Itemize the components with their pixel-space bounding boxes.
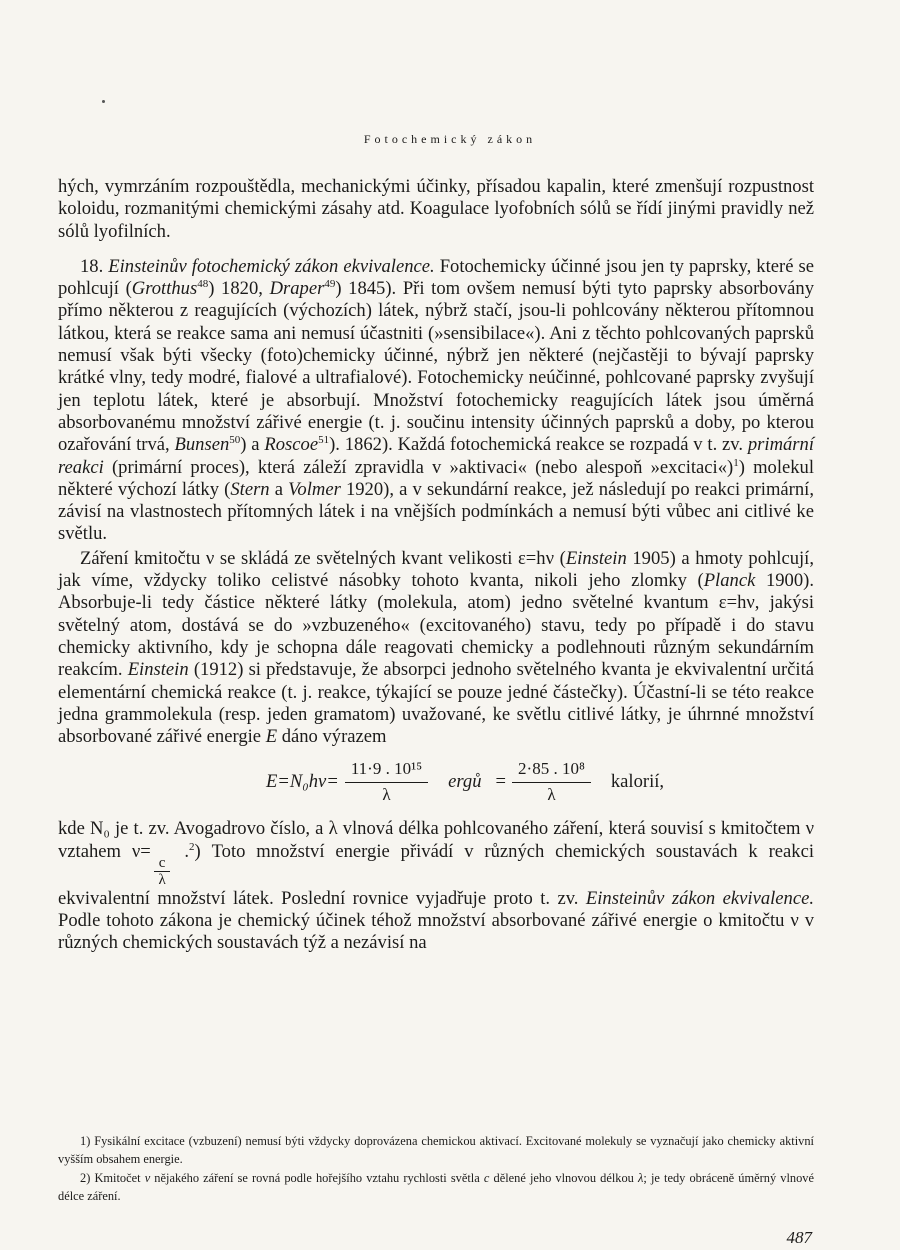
footnote-text: ; je tedy obráceně úměrný vlnové délce záření.	[58, 1171, 814, 1203]
citation-stern: Stern	[230, 478, 270, 500]
text-run: 1905) a hmoty pohlcují, jak víme, vždycky toliko celistvé násobky tohoto kvanta, nikoli jeho zlomky (	[58, 547, 814, 592]
text-run: 1920), a v sekundární reakce, jež následují po reakci primární, závisí na vlastnostech přítomných látek i na vnějších podmínkách a nemusí býti vůbec ani citlivé ke světlu.	[58, 478, 814, 545]
page-number: 487	[786, 1228, 812, 1247]
page-body	[58, 176, 814, 955]
citation-roscoe: Roscoe	[264, 434, 319, 456]
citation-planck: Planck	[703, 570, 756, 592]
footnote-1	[58, 1132, 814, 1168]
text-run: kde N₀ je t. zv. Avogadrovo číslo, a λ vlnová délka pohlcovaného záření, která souvisí s kmitočtem ν vztahem ν=	[58, 818, 814, 862]
footnote-mark: 2	[189, 840, 195, 853]
text-run: ) 1820,	[208, 278, 270, 300]
text-run: (1912) si představuje, že absorpci jednoho světelného kvanta je ekvivalentní určitá elementární chemická reakce (t. j. reakce, týkající se pouze jedné částečky). Účastní-li se této reakce jedna grammolekula (resp. jeden gramatom) uvažované, ke světlu citlivé látky, je úhrnné množství absorbované zářivé energie	[58, 659, 814, 748]
fraction-numerator: c	[154, 855, 171, 872]
section-title: Einsteinův fotochemický zákon ekvivalence.	[108, 255, 435, 277]
fraction-calories	[512, 758, 591, 807]
law-name: Einsteinův zákon ekvivalence.	[585, 887, 814, 909]
section-number: 18.	[80, 255, 104, 277]
citation-einstein-1912: Einstein	[127, 659, 189, 681]
fraction-ergs	[345, 758, 428, 807]
citation-grotthus: Grotthus	[131, 278, 198, 300]
fraction-numerator: 11·9 . 10¹⁵	[345, 758, 428, 783]
term-primary-reaction: primární reakci	[58, 434, 814, 478]
text-run: Podle tohoto zákona je chemický účinek téhož množství absorbované zářivé energie o kmitočtu ν v různých chemických soustavách týž a nezávisí na	[58, 910, 814, 954]
text-run: Fotochemicky účinné jsou jen ty paprsky, které se pohlcují (	[58, 255, 814, 300]
reference-mark: 51	[318, 434, 330, 447]
text-run: ) 1845). Při tom ovšem nemusí býti tyto paprsky absorbovány přímo některou z reagujících (výchozích) látek, nýbrž stačí, jsou-li pohlcovány některou přítomnou látkou, která se reakce sama ani nemusí účastniti (»sensibilace«). Ani z těchto pohlcovaných paprsků nemusí však býti všecky (foto)chemicky účinné, nýbrž jen některé (nejčastěji to bývají paprsky krátké vlny, tedy modré, fialové a ultrafialové). Fotochemicky neúčinné, pohlcované paprsky zvyšují jen teplotu látek, které je absorbují. Množství fotochemicky reagujících látek jsou úměrná absorbovanému množství zářivé energie (t. j. součinu intensity účinných paprsků a doby, po kterou ozařování trvá,	[58, 278, 815, 456]
reference-mark: 49	[324, 278, 336, 291]
footnote-label: 2)	[80, 1171, 91, 1185]
text-run: .	[173, 840, 189, 862]
fraction-denominator: λ	[547, 785, 556, 805]
citation-einstein: Einstein	[565, 547, 627, 569]
unit-calories: kalorií,	[610, 771, 665, 793]
text-run: ). 1862). Každá fotochemická reakce se rozpadá v t. zv.	[329, 434, 748, 456]
paragraph-after-formula	[58, 818, 814, 954]
reference-mark: 50	[229, 434, 241, 447]
footnote-text: Kmitočet	[90, 1171, 145, 1185]
text-run: dáno výrazem	[277, 726, 387, 748]
fraction-denominator: λ	[158, 871, 166, 888]
text-run: ) a	[240, 434, 265, 456]
symbol-lambda: λ	[638, 1171, 644, 1185]
footnote-2	[58, 1169, 814, 1205]
footnote-text: Fysikální excitace (vzbuzení) nemusí býti vždycky doprovázena chemickou aktivací. Excitované molekuly se vyznačují jako chemicky aktivní vyšším obsahem energie.	[58, 1134, 814, 1166]
footnote-label: 1)	[80, 1134, 91, 1148]
reference-mark: 48	[197, 278, 209, 291]
running-head: Fotochemický zákon	[363, 132, 537, 146]
symbol-c: c	[483, 1171, 490, 1185]
footnote-text: nějakého záření se rovná podle hořejšího vztahu rychlosti světla	[150, 1171, 484, 1185]
equals-sign: =	[495, 771, 507, 793]
paragraph-intro: hých, vymrzáním rozpouštědla, mechanickými účinky, přísadou kapalin, které zmenšují rozpustnost koloidu, rozmanitými chemickými zásahy atd. Koagulace lyofobních sólů se řídí jinými pravidly než sólů lyofilních.	[58, 176, 814, 242]
paragraph-section-18	[58, 256, 814, 546]
unit-ergs: ergů	[448, 771, 482, 793]
text-run: a	[269, 478, 289, 500]
citation-bunsen: Bunsen	[174, 434, 230, 456]
formula-lhs: E=N₀hν=	[265, 771, 339, 793]
symbol-nu: ν	[144, 1171, 151, 1185]
footnote-text: dělené jeho vlnovou délkou	[489, 1171, 638, 1185]
fraction-numerator: 2·85 . 10⁸	[512, 758, 591, 783]
text-run: (primární proces), která záleží zpravidla v »aktivaci« (nebo alespoň »excitaci«)	[103, 456, 734, 478]
ink-speck	[102, 100, 105, 103]
citation-volmer: Volmer	[288, 478, 341, 500]
footnotes	[58, 1132, 814, 1205]
paragraph-quanta	[58, 548, 814, 749]
text-run: ) Toto množství energie přivádí v různých chemických soustavách k reakci ekvivalentní množství látek. Poslední rovnice vyjadřuje proto t. zv.	[58, 840, 814, 909]
fraction-c-over-lambda	[154, 855, 171, 888]
text-run: Záření kmitočtu ν se skládá ze světelných kvant velikosti ε=hν (	[80, 547, 566, 569]
energy-formula	[116, 754, 814, 810]
fraction-denominator: λ	[382, 785, 391, 805]
variable-e: E	[265, 726, 278, 748]
citation-draper: Draper	[269, 278, 325, 300]
text-run: ) molekul některé výchozí látky (	[58, 456, 815, 500]
footnote-mark: 1	[733, 456, 739, 469]
text-run: 1900). Absorbuje-li tedy částice některé látky (molekula, atom) jedno světelné kvantum ε=hν, jakýsi světelný atom, dostává se do »vzbuzeného« (excitovaného) stavu, tedy po případě i do stavu chemicky aktivního, kdy je schopna dále reagovati chemicky a podlehnouti různým sekundárním reakcím.	[58, 570, 814, 681]
